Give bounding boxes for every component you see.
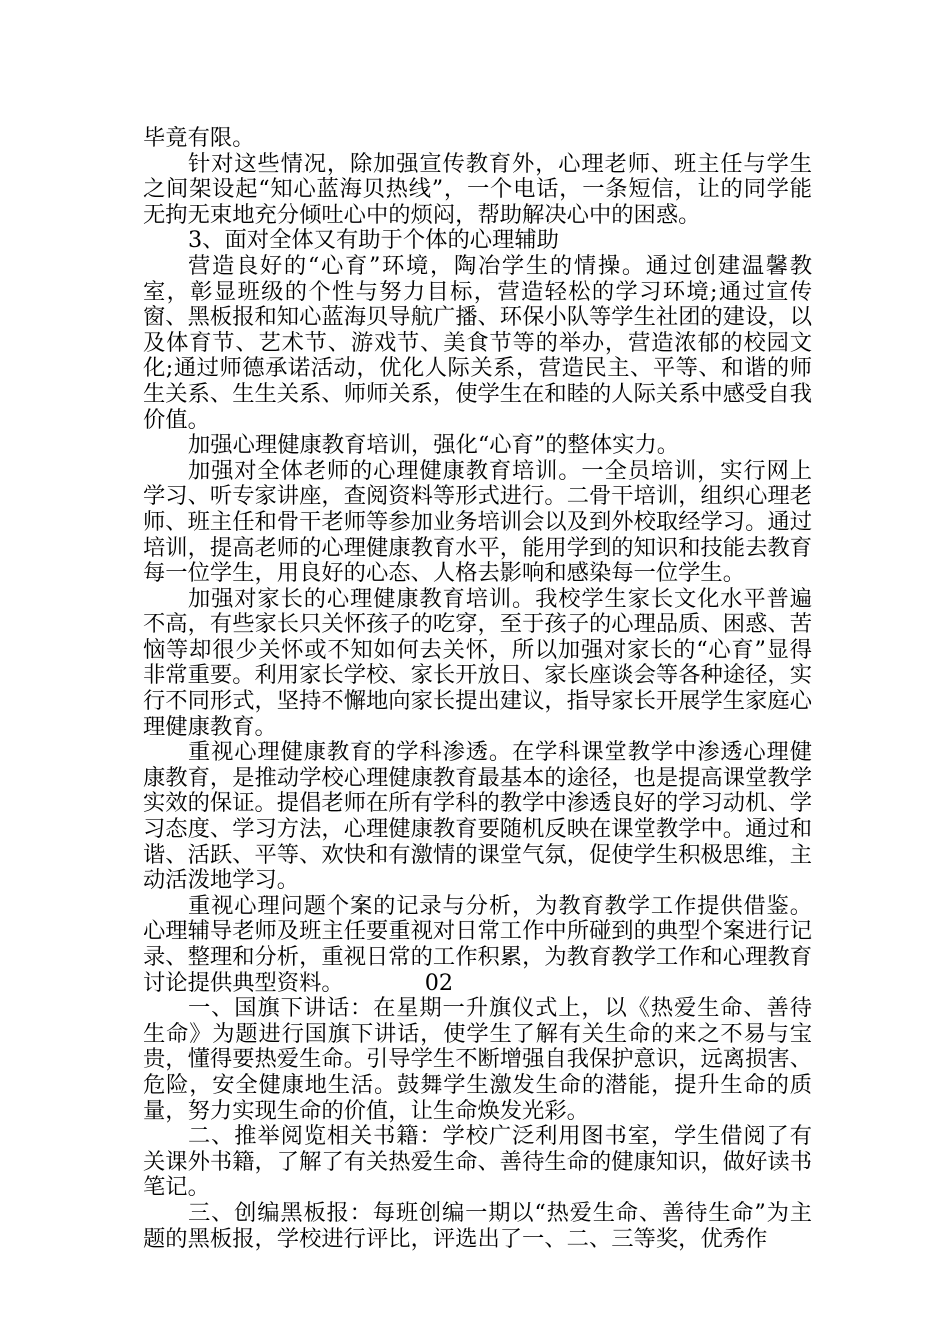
paragraph: 加强对全体老师的心理健康教育培训。一全员培训，实行网上学习、听专家讲座，查阅资料等形式进行。二骨干培训，组织心理老师、班主任和骨干老师等参加业务培训会以及到外校取经学习。通过培训，提高老师的心理健康教育水平，能用学到的知识和技能去教育每一位学生，用良好的心态、人格去影响和感染每一位学生。	[143, 457, 812, 587]
section-heading: 3、面对全体又有助于个体的心理辅助	[188, 227, 559, 254]
paragraph: 重视心理健康教育的学科渗透。在学科课堂教学中渗透心理健康教育，是推动学校心理健康教育最基本的途径，也是提高课堂教学实效的保证。提倡老师在所有学科的教学中渗透良好的学习动机、学习态度、学习方法，心理健康教育要随机反映在课堂教学中。通过和谐、活跃、平等、欢快和有激情的课堂气氛，促使学生积极思维，主动活泼地学习。	[143, 739, 812, 894]
paragraph-text: 重视心理问题个案的记录与分析，为教育教学工作提供借鉴。心理辅导老师及班主任要重视对日常工作中所碰到的典型个案进行记录、整理和分析，重视日常的工作积累，为教育教学工作和心理教育讨论提供典型资料。	[143, 892, 812, 996]
paragraph: 二、推举阅览相关书籍：学校广泛利用图书室，学生借阅了有关课外书籍，了解了有关热爱生命、善待生命的健康知识，做好读书笔记。	[143, 1123, 812, 1201]
paragraph: 加强心理健康教育培训，强化“心育”的整体实力。	[188, 432, 680, 459]
paragraph: 一、国旗下讲话：在星期一升旗仪式上，以《热爱生命、善待生命》为题进行国旗下讲话，使学生了解有关生命的来之不易与宝贵，懂得要热爱生命。引导学生不断增强自我保护意识，远离损害、危险，安全健康地生活。鼓舞学生激发生命的潜能，提升生命的质量，努力实现生命的价值，让生命焕发光彩。	[143, 995, 812, 1124]
paragraph: 营造良好的“心育”环境，陶冶学生的情操。通过创建温馨教室，彰显班级的个性与努力目标，营造轻松的学习环境;通过宣传窗、黑板报和知心蓝海贝导航广播、环保小队等学生社团的建设，以及体育节、艺术节、游戏节、美食节等的举办，营造浓郁的校园文化;通过师德承诺活动，优化人际关系，营造民主、平等、和谐的师生关系、生生关系、师师关系，使学生在和睦的人际关系中感受自我价值。	[143, 252, 812, 433]
paragraph: 毕竟有限。	[143, 125, 255, 151]
section-number: 02	[424, 969, 454, 996]
paragraph: 三、创编黑板报：每班创编一期以“热爱生命、善待生命”为主题的黑板报，学校进行评比，评选出了一、二、三等奖，优秀作	[143, 1199, 812, 1252]
paragraph: 加强对家长的心理健康教育培训。我校学生家长文化水平普遍不高，有些家长只关怀孩子的吃穿，至于孩子的心理品质、困惑、苦恼等却很少关怀或不知如何去关怀，所以加强对家长的“心育”显得非常重要。利用家长学校、家长开放日、家长座谈会等各种途径，实行不同形式，坚持不懈地向家长提出建议，指导家长开展学生家庭心理健康教育。	[143, 585, 812, 740]
document-body	[143, 126, 812, 1252]
paragraph	[143, 894, 812, 996]
paragraph: 针对这些情况，除加强宣传教育外，心理老师、班主任与学生之间架设起“知心蓝海贝热线”，一个电话，一条短信，让的同学能无拘无束地充分倾吐心中的烦闷，帮助解决心中的困惑。	[143, 150, 812, 228]
